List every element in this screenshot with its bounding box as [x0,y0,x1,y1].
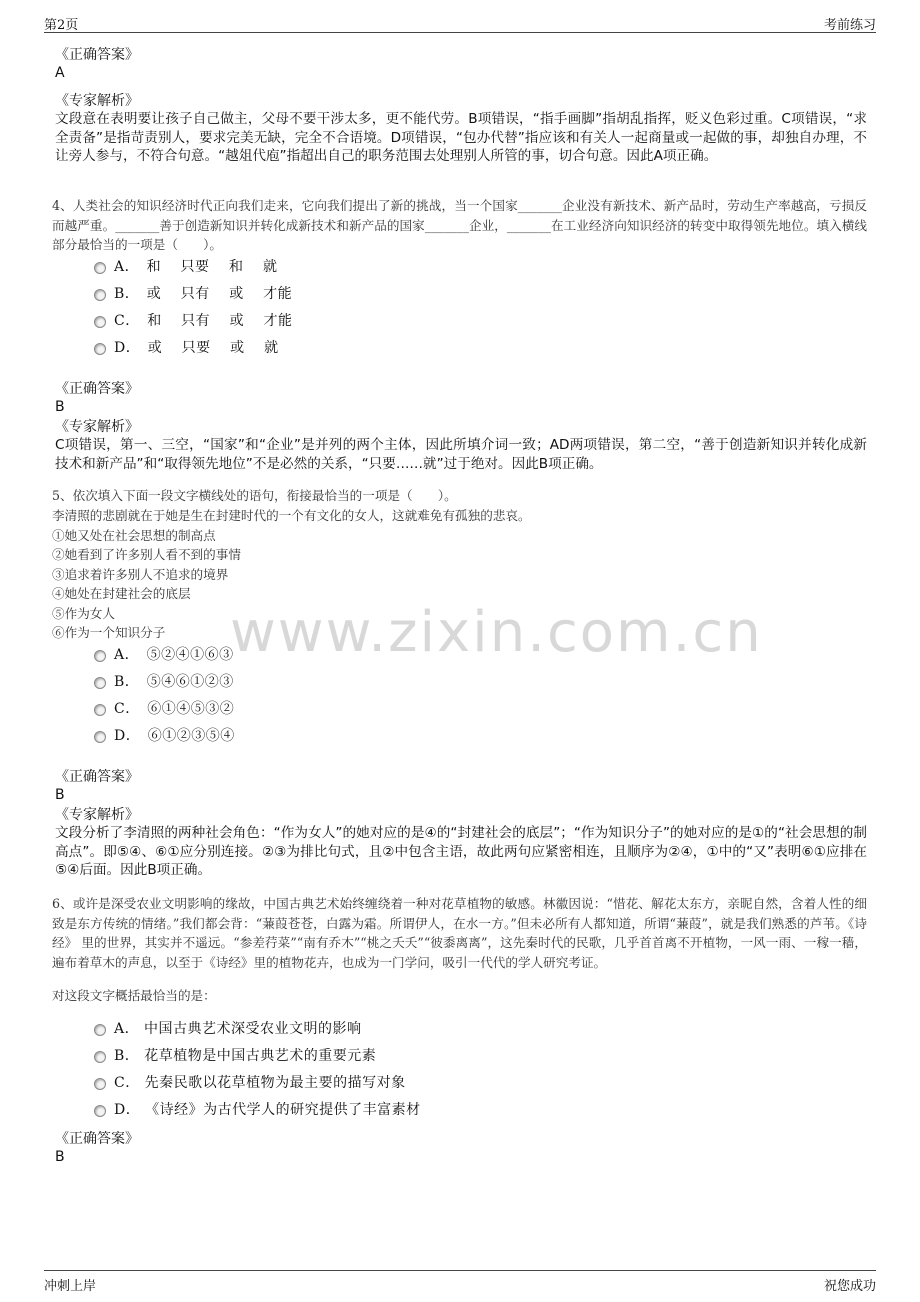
radio-button-icon[interactable] [94,1078,106,1090]
q6-question: 6、或许是深受农业文明影响的缘故，中国古典艺术始终缠绕着一种对花草植物的敏感。林徽因说：“惜花、解花太东方，亲昵自然，含着人性的细致是东方传统的情绪。”我们都会背：“蒹葭苍苍，白露为霜。所谓伊人，在水一方。”但未必所有人都知道，所谓“蒹葭”，就是我们熟悉的芦苇。《诗经》 里的世界，其实并不遥远。“参差荇菜”“南有乔木”“桃之夭夭”“彼黍离离”，这先秦时代的民歌，几乎首首离不开植物，一风一雨、一稼一穑，遍布着草木的声息，以至于《诗经》里的植物花卉，也成为一门学问，吸引一代代的学人研究考证。 [52,896,867,970]
watermark: www.zixin.com.cn [230,600,763,665]
radio-button-icon[interactable] [94,316,106,328]
q5-line: ③追求着许多别人不追求的境界 [52,567,229,582]
radio-button-icon[interactable] [94,650,106,662]
q4-option-b[interactable]: B． 或 只有 或 才能 [92,281,293,308]
q4-answer: B [55,399,65,415]
radio-button-icon[interactable] [94,343,106,355]
answer-label: 《正确答案》 [55,1131,139,1147]
analysis-label: 《专家解析》 [55,807,139,823]
q5-option-d[interactable]: D． ⑥①②③⑤④ [92,723,235,750]
q5-option-a[interactable]: A． ⑤②④①⑥③ [92,642,235,669]
analysis-label: 《专家解析》 [55,419,139,435]
q4-question: 4、人类社会的知识经济时代正向我们走来，它向我们提出了新的挑战，当一个国家_______企业没有新技术、新产品时，劳动生产率越高，亏损反而越严重。_______善于创造新知识并转化成新技术和新产品的国家_______企业，_______在工业经济向知识经济的转变中取得领先地位。填入横线部分最恰当的一项是（ ）。 [52,198,867,252]
q6-answer: B [55,1149,65,1165]
footer-left: 冲刺上岸 [44,1279,97,1294]
analysis-label: 《专家解析》 [55,93,139,109]
q6-options [92,1016,421,1124]
radio-button-icon[interactable] [94,704,106,716]
q5-question: 5、依次填入下面一段文字横线处的语句，衔接最恰当的一项是（ ）。 [52,488,457,503]
q4-option-a[interactable]: A． 和 只要 和 就 [92,254,293,281]
page-number: 第2页 [44,18,79,33]
radio-button-icon[interactable] [94,677,106,689]
answer-label: 《正确答案》 [55,47,139,63]
radio-button-icon[interactable] [94,1024,106,1036]
q5-stem-text: 李清照的悲剧就在于她是生在封建时代的一个有文化的女人，这就难免有孤独的悲哀。 [52,508,531,523]
q5-option-c[interactable]: C． ⑥①④⑤③② [92,696,235,723]
q6-prompt: 对这段文字概括最恰当的是： [52,988,216,1003]
q5-line: ⑥作为一个知识分子 [52,625,166,640]
radio-button-icon[interactable] [94,731,106,743]
q5-line: ①她又处在社会思想的制高点 [52,528,216,543]
q5-analysis: 文段分析了李清照的两种社会角色：“作为女人”的她对应的是④的“封建社会的底层”；“作为知识分子”的她对应的是①的“社会思想的制高点”。即⑤④、⑥①应分别连接。②③为排比句式，且②中包含主语，故此两句应紧密相连，且顺序为②④，①中的“又”表明⑥①应排在⑤④后面。因此B项正确。 [55,825,867,878]
q6-option-b[interactable]: B． 花草植物是中国古典艺术的重要元素 [92,1043,421,1070]
radio-button-icon[interactable] [94,1051,106,1063]
q5-line: ②她看到了许多别人看不到的事情 [52,547,241,562]
q4-option-c[interactable]: C． 和 只有 或 才能 [92,308,293,335]
q4-options [92,254,293,362]
q5-options [92,642,235,750]
q5-option-b[interactable]: B． ⑤④⑥①②③ [92,669,235,696]
page-footer [44,1270,876,1295]
answer-label: 《正确答案》 [55,769,139,785]
q3-answer: A [55,65,65,81]
q4-analysis: C项错误，第一、三空，“国家”和“企业”是并列的两个主体，因此所填介词一致；AD两项错误，第二空，“善于创造新知识并转化成新技术和新产品”和“取得领先地位”不是必然的关系，“只要……就”过于绝对。因此B项正确。 [55,437,867,472]
q5-line: ⑤作为女人 [52,606,115,621]
radio-button-icon[interactable] [94,262,106,274]
footer-right: 祝您成功 [823,1279,876,1294]
page-header [44,12,876,33]
header-title: 考前练习 [823,18,876,33]
radio-button-icon[interactable] [94,289,106,301]
q6-option-d[interactable]: D． 《诗经》为古代学人的研究提供了丰富素材 [92,1097,421,1124]
q5-answer: B [55,787,65,803]
q3-analysis: 文段意在表明要让孩子自己做主，父母不要干涉太多，更不能代劳。B项错误，“指手画脚”指胡乱指挥，贬义色彩过重。C项错误，“求全责备”是指苛责别人，要求完美无缺，完全不合语境。D项错误，“包办代替”指应该和有关人一起商量或一起做的事，却独自办理，不让旁人参与，不符合句意。“越俎代庖”指超出自己的职务范围去处理别人所管的事，切合句意。因此A项正确。 [55,111,867,164]
q6-option-c[interactable]: C． 先秦民歌以花草植物为最主要的描写对象 [92,1070,421,1097]
q5-line: ④她处在封建社会的底层 [52,586,191,601]
q6-option-a[interactable]: A． 中国古典艺术深受农业文明的影响 [92,1016,421,1043]
answer-label: 《正确答案》 [55,381,139,397]
radio-button-icon[interactable] [94,1105,106,1117]
q4-option-d[interactable]: D． 或 只要 或 就 [92,335,293,362]
